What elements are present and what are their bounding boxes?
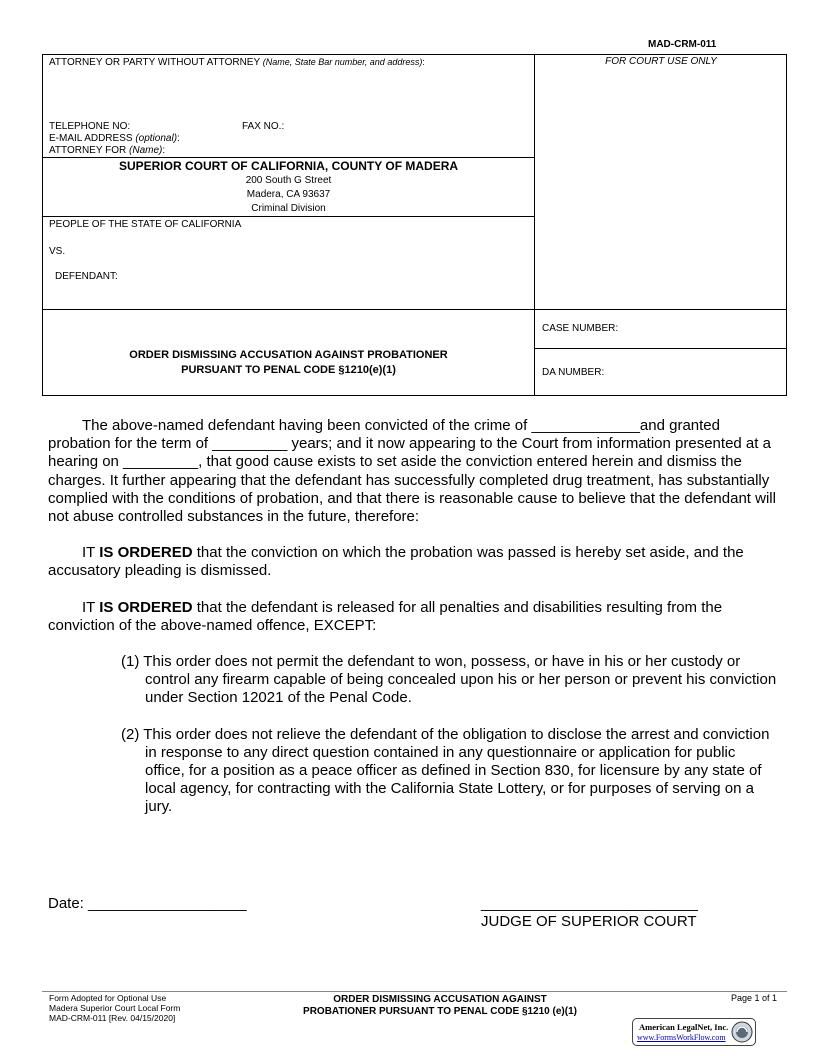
caption-divider <box>534 54 535 396</box>
attorney-for-label: ATTORNEY FOR (Name): <box>49 145 166 156</box>
court-section-top-rule <box>42 157 535 158</box>
footer-rule <box>42 991 787 992</box>
court-street: 200 South G Street <box>245 175 332 186</box>
defendant-label: DEFENDANT: <box>55 271 118 282</box>
judge-signature-line: __________________________ <box>481 895 698 912</box>
people-label: PEOPLE OF THE STATE OF CALIFORNIA <box>49 219 242 230</box>
publisher-name: American LegalNet, Inc. <box>639 1022 729 1032</box>
publisher-url[interactable]: www.FormsWorkFlow.com <box>637 1033 726 1042</box>
globe-icon <box>731 1021 753 1043</box>
court-division: Criminal Division <box>251 203 326 214</box>
attorney-label: ATTORNEY OR PARTY WITHOUT ATTORNEY (Name, State Bar number, and address): <box>49 57 425 68</box>
parties-top-rule <box>42 216 535 217</box>
da-number-label: DA NUMBER: <box>542 367 605 378</box>
findings-paragraph: The above-named defendant having been convicted of the crime of _____________and granted probation for the term of _________ years; and it now appearing to the Court from information presented at a hearing on _________, that good cause exists to set aside the conviction entered herein and dismiss the charges. It further appearing that the defendant has successfully completed drug treatment, has substantially complied with the conditions of probation, and that there is reasonable cause to believe that the defendant will not abuse controlled substances in the future, therefore: <box>48 417 776 526</box>
publisher-logo <box>632 1018 756 1046</box>
judge-label: JUDGE OF SUPERIOR COURT <box>481 913 697 930</box>
exception-item-1: (1) This order does not permit the defendant to won, possess, or have in his or her custody or control any firearm capable of being concealed upon his or her person or prevent his conviction under Section 12021 of the Penal Code. <box>121 653 777 707</box>
title-section-top-rule <box>42 309 787 310</box>
telephone-label: TELEPHONE NO: <box>49 121 131 132</box>
court-use-only: FOR COURT USE ONLY <box>605 56 717 67</box>
form-number: MAD-CRM-011 <box>648 39 717 50</box>
vs-label: VS. <box>49 246 66 257</box>
footer-title: ORDER DISMISSING ACCUSATION AGAINST PROBATIONER PURSUANT TO PENAL CODE §1210 (e)(1) <box>303 994 577 1017</box>
footer-form-info: Form Adopted for Optional Use Madera Superior Court Local Form MAD-CRM-011 [Rev. 04/15/2020] <box>49 993 181 1023</box>
case-number-label: CASE NUMBER: <box>542 323 619 334</box>
court-name: SUPERIOR COURT OF CALIFORNIA, COUNTY OF MADERA <box>118 159 459 173</box>
order-body <box>48 417 778 817</box>
email-label: E-MAIL ADDRESS (optional): <box>49 133 180 144</box>
case-number-rule <box>535 348 787 349</box>
order-paragraph-1: IT IS ORDERED that the conviction on which the probation was passed is hereby set aside, and the accusatory pleading is dismissed. <box>48 544 744 580</box>
document-title: ORDER DISMISSING ACCUSATION AGAINST PROBATIONER PURSUANT TO PENAL CODE §1210(e)(1) <box>129 349 448 376</box>
court-city: Madera, CA 93637 <box>246 189 331 200</box>
date-line: Date: ___________________ <box>48 895 247 912</box>
fax-label: FAX NO.: <box>242 121 285 132</box>
page-number: Page 1 of 1 <box>731 993 778 1003</box>
exception-item-2: (2) This order does not relieve the defendant of the obligation to disclose the arrest and conviction in response to any direct question contained in any questionnaire or application for public office, for a position as a peace officer as defined in Section 830, for licensure by any state of local agency, for contracting with the California State Lottery, or for purposes of serving on a jury. <box>121 725 770 816</box>
order-paragraph-2: IT IS ORDERED that the defendant is released for all penalties and disabilities resulting from the conviction of the above-named offence, EXCEPT: <box>48 598 723 634</box>
